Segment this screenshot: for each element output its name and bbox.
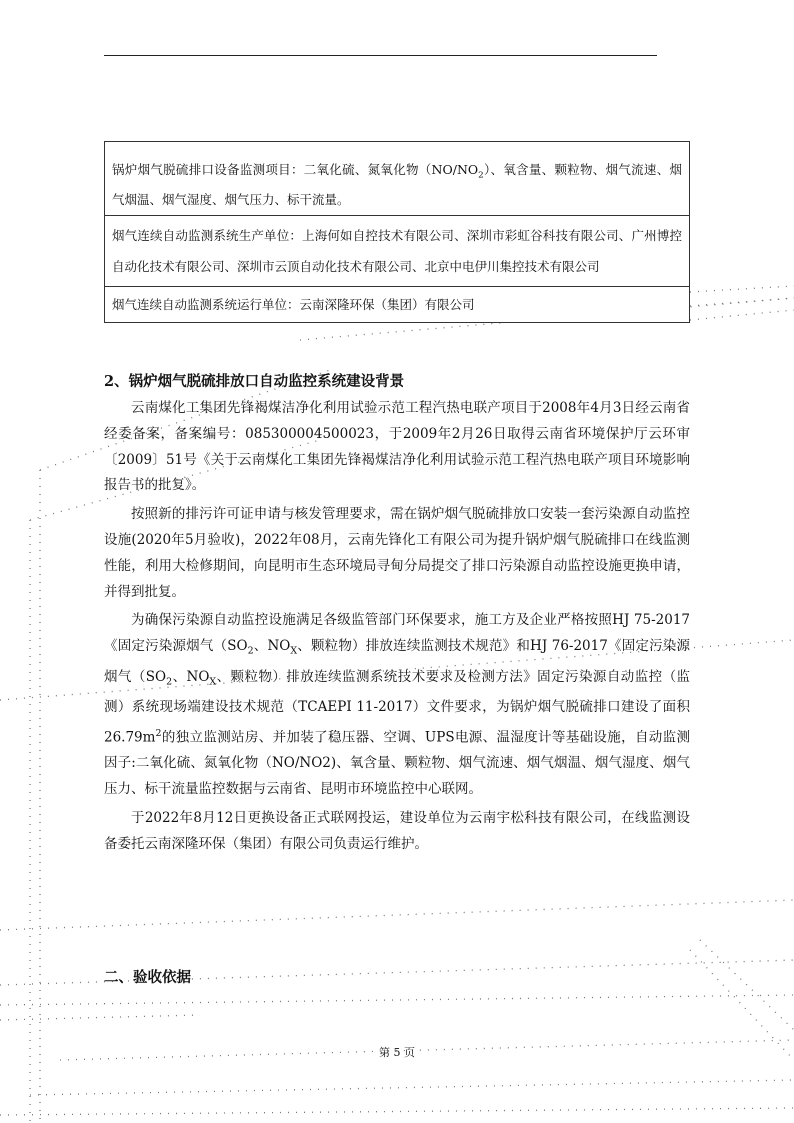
table-row bbox=[105, 215, 690, 286]
paragraph: 于2022年8月12日更换设备正式联网投运，建设单位为云南宇松科技有限公司，在线监测设备委托云南深隆环保（集团）有限公司负责运行维护。 bbox=[104, 809, 690, 852]
operator-cell: 烟气连续自动监测系统运行单位：云南深隆环保（集团）有限公司 bbox=[105, 286, 690, 322]
section-heading-acceptance-basis: 二、验收依据 bbox=[104, 969, 191, 986]
paragraph: 按照新的排污许可证申请与核发管理要求，需在锅炉烟气脱硫排放口安装一套污染源自动监控设施(2020年5月验收)，2022年08月，云南先锋化工有限公司为提升锅炉烟气脱硫排口在线监测性能，利用大检修期间，向昆明市生态环境局寻甸分局提交了排口污染源自动监控设施更换申请，并得到批复。 bbox=[104, 506, 690, 600]
table-row bbox=[105, 286, 690, 322]
section-heading-background: 2、锅炉烟气脱硫排放口自动监控系统建设背景 bbox=[104, 373, 405, 390]
section-body bbox=[104, 396, 690, 857]
paragraph: 为确保污染源自动监控设施满足各级监管部门环保要求，施工方及企业严格按照HJ 75-2017《固定污染源烟气（$SO_2$、$NO_X$、颗粒物）排放连续监测技术规范》和HJ 76-2017《固定污染源烟气（$SO_2$、$NO_X$、颗粒物）排放连续监测系统技术要求及检测方法》固定污染源自动监控（监测）系统现场端建设技术规范（TCAEPI 11-2017）文件要求，为锅炉烟气脱硫排口建设了面积$26.79m^2$的独立监测站房、并加装了稳压器、空调、UPS电源、温湿度计等基础设施，自动监测因子:二氧化硫、氮氧化物（NO/NO2)、氧含量、颗粒物、烟气流速、烟气烟温、烟气湿度、烟气压力、标干流量监控数据与云南省、昆明市环境监控中心联网。 bbox=[104, 612, 691, 798]
page-number: 第 5 页 bbox=[379, 1046, 415, 1059]
table-row bbox=[105, 142, 690, 216]
paragraph: 云南煤化工集团先锋褐煤洁净化利用试验示范工程汽热电联产项目于2008年4月3日经云南省经委备案，备案编号：085300004500023，于2009年2月26日取得云南省环境保护厅云环审〔2009〕51号《关于云南煤化工集团先锋褐煤洁净化利用试验示范工程汽热电联产项目环境影响报告书的批复》。 bbox=[104, 400, 690, 494]
header-rule bbox=[104, 55, 657, 56]
monitoring-items-cell: 锅炉烟气脱硫排口设备监测项目：二氧化硫、氮氧化物$(NO/NO_2)$、氧含量、颗粒物、烟气流速、烟气烟温、烟气湿度、烟气压力、标干流量。 bbox=[105, 142, 690, 216]
manufacturer-cell: 烟气连续自动监测系统生产单位：上海何如自控技术有限公司、深圳市彩虹谷科技有限公司、广州博控自动化技术有限公司、深圳市云顶自动化技术有限公司、北京中电伊川集控技术有限公司 bbox=[105, 215, 690, 286]
monitoring-info-table bbox=[104, 141, 690, 323]
